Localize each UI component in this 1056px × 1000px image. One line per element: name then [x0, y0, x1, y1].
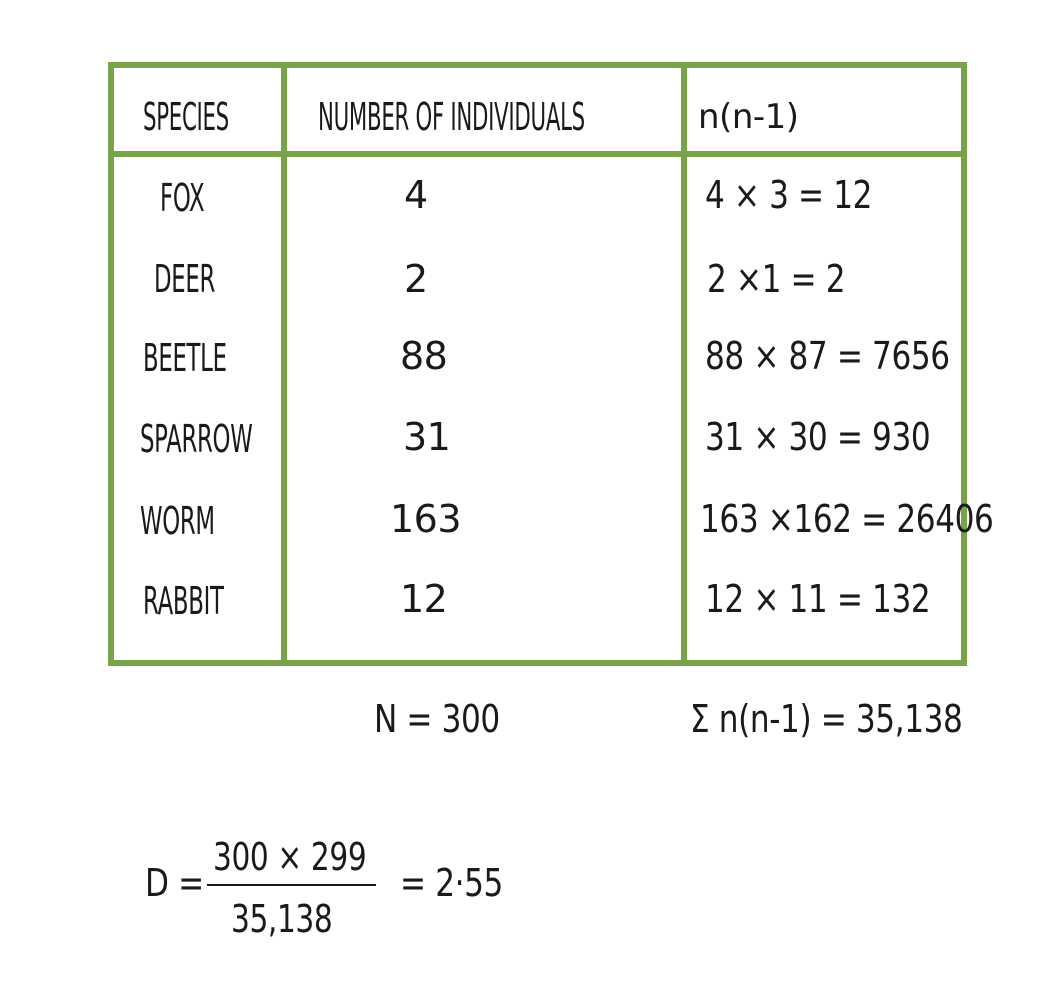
count-cell: 163 — [390, 497, 462, 541]
calc-cell: 88 × 87 = 7656 — [705, 334, 950, 378]
calc-cell: 2 ×1 = 2 — [707, 257, 846, 301]
calc-cell: 163 ×162 = 26406 — [700, 497, 994, 541]
header-divider — [108, 151, 967, 157]
formula-numerator: 300 × 299 — [213, 835, 367, 879]
calc-cell: 31 × 30 = 930 — [705, 415, 931, 459]
count-cell: 88 — [400, 334, 448, 378]
species-cell: FOX — [160, 176, 205, 220]
total-individuals: N = 300 — [374, 697, 500, 741]
header-species: SPECIES — [143, 95, 229, 139]
formula-result: = 2·55 — [400, 861, 503, 905]
sum-n-n-minus-1: Σ n(n-1) = 35,138 — [690, 697, 963, 741]
count-cell: 4 — [404, 173, 428, 217]
header-number-of-individuals: NUMBER OF INDIVIDUALS — [318, 95, 585, 139]
calc-cell: 4 × 3 = 12 — [705, 173, 873, 217]
species-cell: DEER — [154, 257, 216, 301]
calc-cell: 12 × 11 = 132 — [705, 577, 931, 621]
header-n-n-minus-1: n(n-1) — [698, 97, 799, 137]
count-cell: 2 — [404, 257, 428, 301]
species-cell: WORM — [140, 499, 215, 543]
species-cell: SPARROW — [140, 417, 253, 461]
count-cell: 12 — [400, 577, 448, 621]
species-cell: BEETLE — [143, 336, 227, 380]
formula-lhs: D = — [145, 861, 204, 905]
formula-denominator: 35,138 — [231, 897, 333, 941]
fraction-bar — [207, 884, 376, 886]
species-cell: RABBIT — [143, 579, 224, 623]
count-cell: 31 — [403, 415, 451, 459]
